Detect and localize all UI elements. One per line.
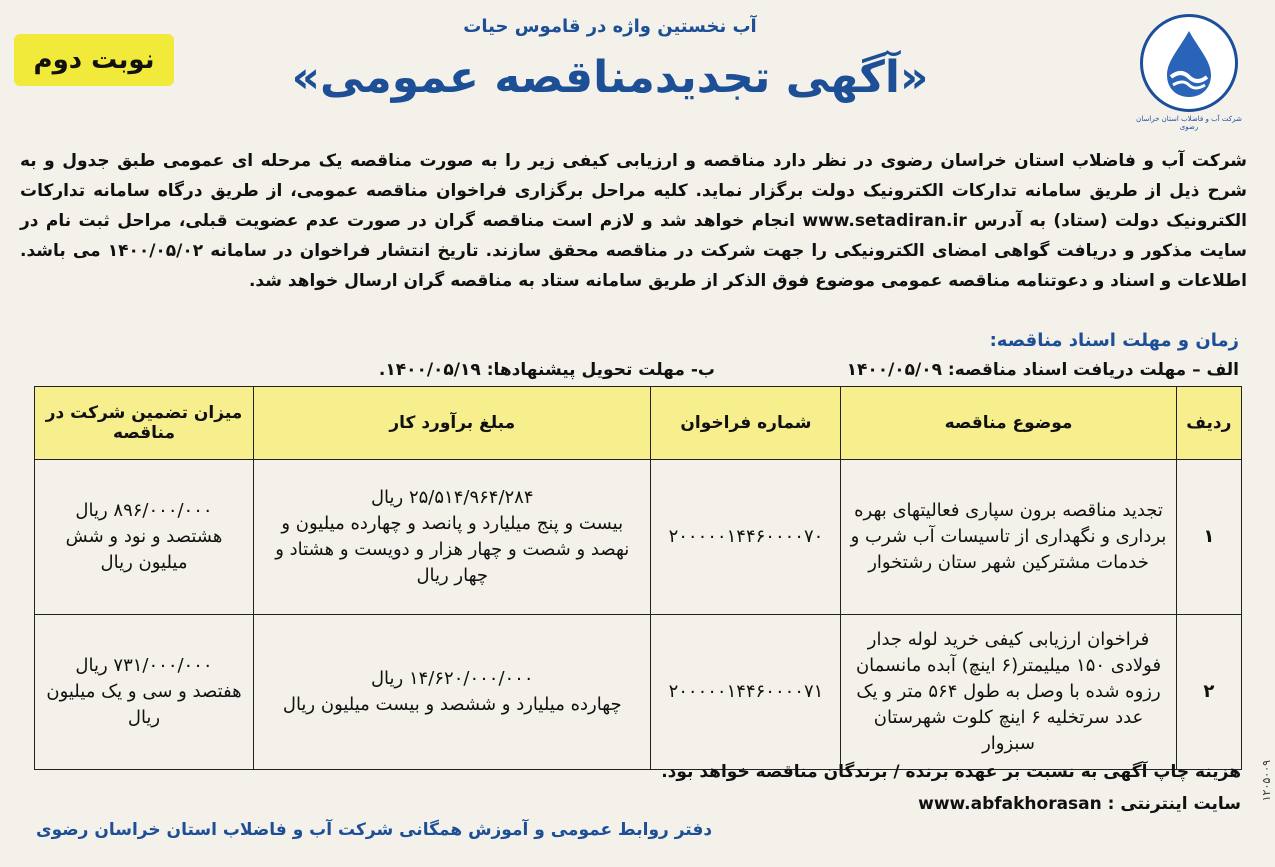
guarantee-cell [35, 460, 254, 615]
header-call-number: شماره فراخوان [651, 387, 841, 460]
estimate-words: چهارده میلیارد و ششصد و بیست میلیون ریال [282, 694, 622, 715]
document-deadline: الف – مهلت دریافت اسناد مناقصه: ۱۴۰۰/۰۵/۰۹ [846, 360, 1239, 380]
notice-body: شرکت آب و فاضلاب استان خراسان رضوی در نظر دارد مناقصه و ارزیابی کیفی زیر را به صورت مناقصه یک مرحله ای عمومی طبق جدول و به شرح ذیل از طریق سامانه تدارکات الکترونیک دولت برگزار نماید. کلیه مراحل برگزاری فراخوان مناقصه عمومی، از طریق درگاه سامانه تدارکات الکترونیک دولت (ستاد) به آدرس www.setadiran.ir انجام خواهد شد و لازم است مناقصه گران در صورت عدم عضویت قبلی، مراحل ثبت نام در سایت مذکور و دریافت گواهی امضای الکترونیکی را جهت شرکت در مناقصه محقق سازند. تاریخ انتشار فراخوان در سامانه ۱۴۰۰/۰۵/۰۲ می باشد. اطلاعات و اسناد و دعوتنامه مناقصه عمومی موضوع فوق الذکر از طریق سامانه ستاد به مناقصه گران ارسال خواهد شد. [20, 151, 1247, 291]
estimate-cell [254, 460, 651, 615]
side-code: ۱۲۰۵۰۰۹ [1260, 760, 1273, 802]
estimate-words: بیست و پنج میلیارد و پانصد و چهارده میلیون و نهصد و شصت و چهار هزار و دویست و هشتاد و چهار ریال [275, 513, 630, 586]
tagline: آب نخستین واژه در قاموس حیات [463, 16, 757, 37]
round-badge: نوبت دوم [14, 34, 174, 86]
call-number-text: ۲۰۰۰۰۰۱۴۴۶۰۰۰۰۷۱ [668, 681, 824, 702]
call-number [651, 460, 841, 615]
estimate-cell [254, 615, 651, 770]
proposal-deadline: ب- مهلت تحویل پیشنهادها: ۱۴۰۰/۰۵/۱۹. [378, 360, 715, 380]
call-number [651, 615, 841, 770]
guarantee-words: هفتصد و سی و یک میلیون ریال [46, 681, 242, 728]
guarantee-amount: ۷۳۱/۰۰۰/۰۰۰ ریال [75, 655, 213, 676]
schedule-title: زمان و مهلت اسناد مناقصه: [989, 330, 1239, 351]
guarantee-cell [35, 615, 254, 770]
header-estimate: مبلغ برآورد کار [254, 387, 651, 460]
website-line: سایت اینترنتی : www.abfakhorasan [918, 794, 1241, 814]
tender-subject: تجدید مناقصه برون سپاری فعالیتهای بهره برداری و نگهداری از تاسیسات آب شرب و خدمات مشترکین شهر ستان رشتخوار [841, 460, 1176, 615]
table-header-row [35, 387, 1242, 460]
company-logo [1129, 14, 1249, 134]
table-row [35, 615, 1242, 770]
guarantee-words: هشتصد و نود و شش میلیون ریال [65, 526, 223, 573]
tender-table [34, 386, 1242, 770]
estimate-amount: ۲۵/۵۱۴/۹۶۴/۲۸۴ ریال [370, 487, 534, 508]
estimate-amount: ۱۴/۶۲۰/۰۰۰/۰۰۰ ریال [370, 668, 534, 689]
public-relations-office: دفتر روابط عمومی و آموزش همگانی شرکت آب و فاضلاب استان خراسان رضوی [36, 820, 713, 840]
row-number: ۱ [1176, 460, 1241, 615]
water-drop-icon [1140, 14, 1238, 112]
guarantee-amount: ۸۹۶/۰۰۰/۰۰۰ ریال [75, 500, 213, 521]
tender-subject: فراخوان ارزیابی کیفی خرید لوله جدار فولادی ۱۵۰ میلیمتر(۶ اینچ) آبده مانسمان رزوه شده با وصل به طول ۵۶۴ متر و یک عدد سرتخلیه ۶ اینچ کلوت شهرستان سبزوار [841, 615, 1176, 770]
call-number-text: ۲۰۰۰۰۰۱۴۴۶۰۰۰۰۷۰ [668, 526, 824, 547]
header-row-number: ردیف [1176, 387, 1241, 460]
table-row [35, 460, 1242, 615]
header-guarantee: میزان تضمین شرکت در مناقصه [35, 387, 254, 460]
notice-title: «آگهی تجدیدمناقصه عمومی» [291, 52, 929, 103]
header-subject: موضوع مناقصه [841, 387, 1176, 460]
row-number: ۲ [1176, 615, 1241, 770]
advert-cost-note: هزینه چاپ آگهی به نسبت بر عهده برنده / برندگان مناقصه خواهد بود. [661, 762, 1241, 782]
logo-caption: شرکت آب و فاضلاب استان خراسان رضوی [1136, 115, 1242, 131]
